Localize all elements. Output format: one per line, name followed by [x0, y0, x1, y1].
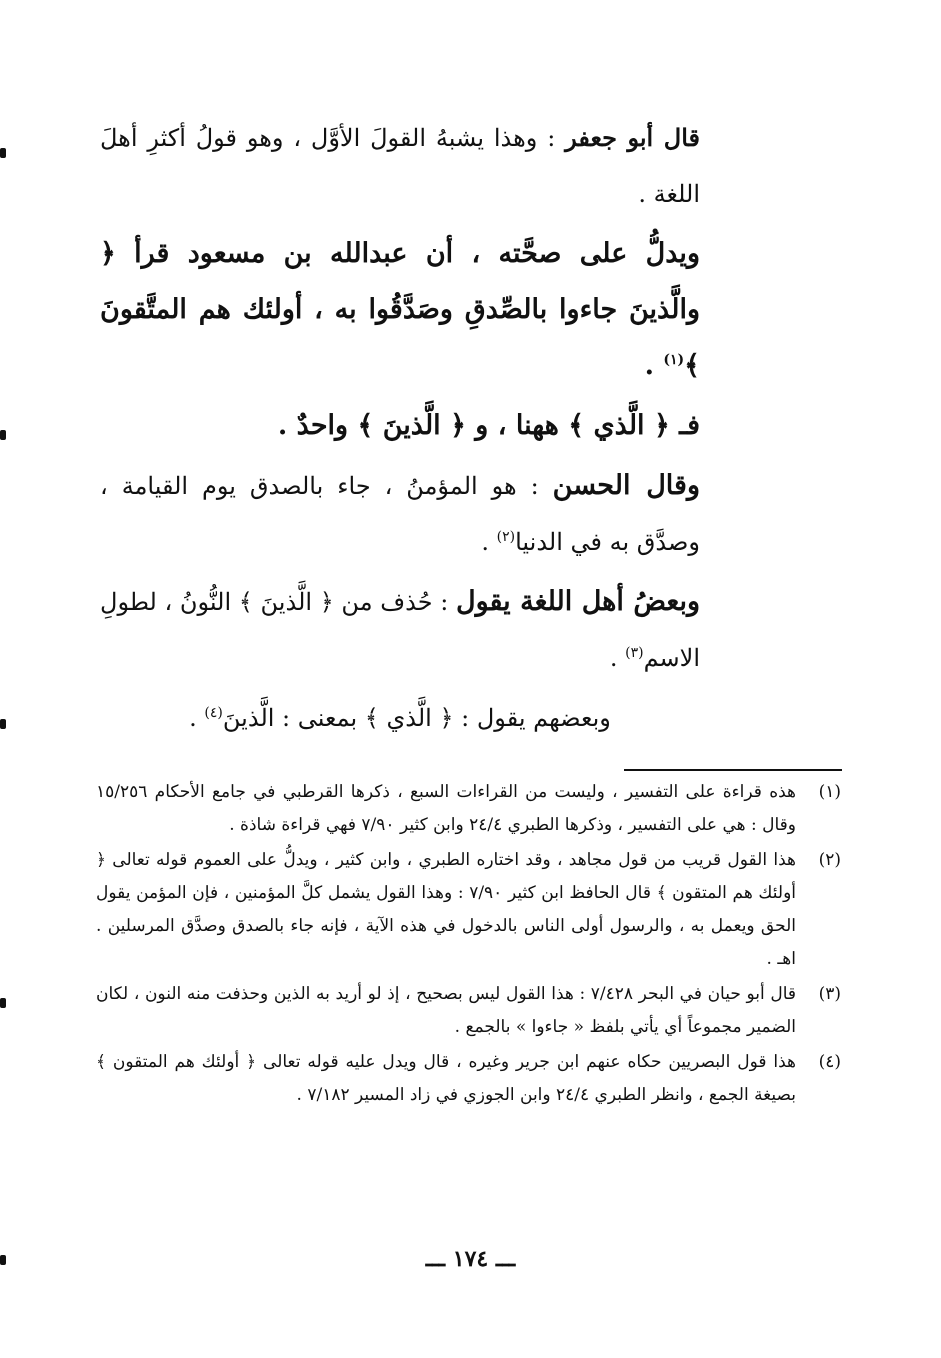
speaker-name: وقال الحسن — [552, 470, 700, 501]
paragraph — [100, 226, 700, 394]
page-number: ـــ ١٧٤ ـــ — [425, 1246, 516, 1272]
footnote-text: هذه قراءة على التفسير ، وليست من القراءات السبع ، ذكرها القرطبي في جامع الأحكام ١٥/٢٥٦ وقال : هي على التفسير ، وذكرها الطبري ٢٤/٤ وابن كثير ٧/٩٠ فهي قراءة شاذة . — [96, 782, 796, 835]
footnote-ref: (٣) — [625, 645, 644, 661]
footnotes — [96, 776, 841, 1114]
paragraph — [100, 690, 700, 746]
footnote-number: (٣) — [818, 984, 841, 1004]
footnote-text: هذا القول قريب من قول مجاهد ، وقد اختاره الطبري ، وابن كثير ، ويدلُّ على العموم قوله تعالى ﴿ أولئك هم المتقون ﴾ قال الحافظ ابن كثير ٧/٩٠ : وهذا القول يشمل كلَّ المؤمنين ، فإن المؤمن يقول الحق ويعمل به ، والرسول أولى الناس بالدخول في هذه الآية ، فإنه جاء بالصدق وصدَّق المرسلين . اهـ . — [96, 850, 796, 969]
footnote-ref: (١) — [663, 352, 685, 368]
footnote — [96, 978, 841, 1044]
margin-mark — [0, 998, 6, 1008]
footnote-number: (٢) — [818, 850, 841, 870]
paragraph-text: : حُذف من ﴿ الَّذينَ ﴾ النُّونُ ، لطولِ الاسم — [100, 588, 700, 672]
margin-mark — [0, 430, 6, 440]
paragraph-text: فـ ﴿ الَّذي ﴾ ههنا ، و ﴿ الَّذينَ ﴾ واحدٌ . — [277, 410, 700, 441]
paragraph-end: . — [189, 704, 205, 732]
footnote — [96, 844, 841, 976]
margin-mark — [0, 719, 6, 729]
paragraph-end: . — [481, 528, 497, 556]
margin-mark — [0, 148, 6, 158]
footnote-ref: (٤) — [204, 705, 223, 721]
main-text — [100, 110, 700, 750]
footnote-number: (١) — [818, 782, 841, 802]
paragraph-text: : هو المؤمنُ ، جاء بالصدق يوم القيامة ، وصدَّق به في الدنيا — [100, 472, 700, 556]
paragraph — [100, 574, 700, 686]
paragraph-text: ويدلُّ على صحَّته ، أن عبدالله بن مسعود قرأ ﴿ والَّذينَ جاءوا بالصِّدقِ وصَدَّقُوا به ، أولئك هم المتَّقونَ ﴾ — [100, 238, 700, 381]
paragraph — [100, 398, 700, 454]
speaker-name: وبعضُ أهل اللغة يقول — [455, 586, 700, 617]
paragraph — [100, 458, 700, 570]
footnote-ref: (٢) — [496, 529, 516, 545]
footnote — [96, 1046, 841, 1112]
paragraph — [100, 110, 700, 222]
footnote-text: هذا قول البصريين حكاه عنهم ابن جرير وغيره ، قال ويدل عليه قوله تعالى ﴿ أولئك هم المتقون ﴾ بصيغة الجمع ، وانظر الطبري ٢٤/٤ وابن الجوزي في زاد المسير ٧/١٨٢ . — [96, 1052, 796, 1105]
speaker-name: قال أبو جعفر — [565, 123, 700, 152]
paragraph-end: . — [644, 350, 664, 381]
paragraph-text: وبعضهم يقول : ﴿ الَّذي ﴾ بمعنى : الَّذينَ — [222, 704, 611, 732]
paragraph-text: : وهذا يشبهُ القولَ الأوَّل ، وهو قولُ أكثرِ أهلَ اللغة . — [100, 124, 700, 208]
paragraph-end: . — [609, 644, 626, 672]
footnote — [96, 776, 841, 842]
footnote-text: قال أبو حيان في البحر ٧/٤٢٨ : هذا القول ليس بصحيح ، إذ لو أريد به الذين وحذفت منه النون ، لكان الضمير مجموعاً أي يأتي بلفظ « جاءوا » بالجمع . — [96, 984, 796, 1037]
footnote-divider — [624, 769, 842, 771]
footnote-number: (٤) — [818, 1052, 841, 1072]
